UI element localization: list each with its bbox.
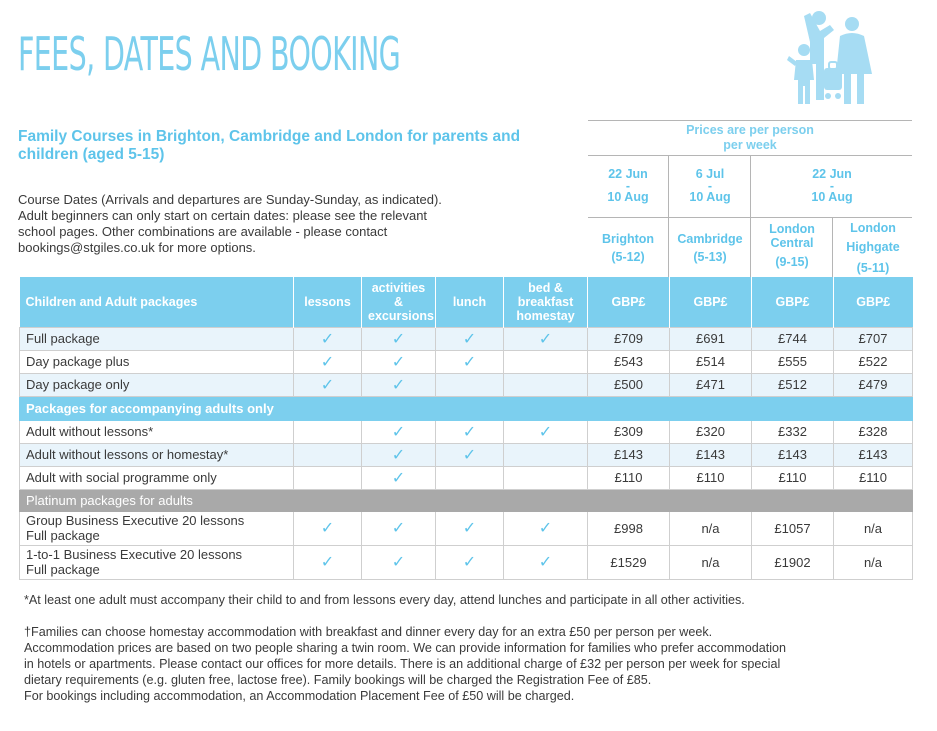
inclusion-cell: [504, 511, 588, 545]
empty-cell: [752, 489, 834, 511]
empty-cell: [362, 396, 436, 420]
prices-per-person-label: [640, 123, 860, 153]
price-cell: £143: [670, 443, 752, 466]
price-cell: £110: [834, 466, 913, 489]
price-cell: £328: [834, 420, 913, 443]
inclusion-cell: [436, 350, 504, 373]
empty-cell: [670, 489, 752, 511]
inclusion-cell: [294, 511, 362, 545]
empty-cell: [588, 489, 670, 511]
section-row: [20, 396, 913, 420]
col-header-homestay: bed & breakfast homestay: [504, 277, 588, 327]
inclusion-cell: [436, 327, 504, 350]
inclusion-cell: [362, 327, 436, 350]
intro-line: bookings@stgiles.co.uk for more options.: [18, 240, 256, 255]
checkmark-icon: ✓: [462, 446, 477, 464]
location-brighton: [588, 230, 668, 266]
col-header-lessons: lessons: [294, 277, 362, 327]
checkmark-icon: ✓: [320, 520, 335, 537]
empty-cell: [670, 396, 752, 420]
date-sep: -: [707, 179, 713, 193]
fees-table-body: [20, 327, 913, 579]
price-cell: £110: [670, 466, 752, 489]
checkmark-icon: ✓: [391, 353, 406, 371]
date-from: 22 Jun: [812, 167, 852, 181]
price-cell: £479: [834, 373, 913, 396]
col-header-price: GBP£: [834, 277, 913, 327]
fees-table: [19, 277, 913, 580]
dagger-note-line: For bookings including accommodation, an Accommodation Placement Fee of £50 will be charged.: [24, 689, 575, 703]
table-row: [20, 350, 913, 373]
table-header-row: [20, 277, 913, 327]
price-cell: £514: [670, 350, 752, 373]
inclusion-cell: [362, 545, 436, 579]
price-cell: n/a: [834, 511, 913, 545]
price-cell: £1902: [752, 545, 834, 579]
location-cambridge: [670, 230, 750, 266]
price-cell: £1057: [752, 511, 834, 545]
package-label-line: Full package: [26, 528, 100, 543]
inclusion-cell: [294, 545, 362, 579]
package-label: [20, 545, 294, 579]
empty-cell: [362, 489, 436, 511]
family-travel-icon: [786, 10, 910, 110]
checkmark-icon: ✓: [462, 554, 477, 571]
dagger-note-line: Accommodation prices are based on two people sharing a twin room. We can provide information for families who prefer accommodation: [24, 641, 787, 655]
price-cell: £143: [752, 443, 834, 466]
checkmark-icon: ✓: [391, 330, 406, 348]
date-sep: -: [625, 179, 631, 193]
inclusion-cell: [436, 511, 504, 545]
package-label: Adult without lessons*: [20, 420, 294, 443]
price-cell: £110: [588, 466, 670, 489]
inclusion-cell: [436, 545, 504, 579]
col-header-price: GBP£: [752, 277, 834, 327]
inclusion-cell: [362, 443, 436, 466]
date-from: 22 Jun: [608, 167, 648, 181]
dates-cambridge: [670, 167, 750, 205]
dates-brighton: [588, 167, 668, 205]
inclusion-cell: [504, 545, 588, 579]
course-dates-intro: [18, 192, 538, 256]
date-to: 10 Aug: [689, 190, 731, 204]
price-cell: £543: [588, 350, 670, 373]
checkmark-icon: ✓: [320, 554, 335, 571]
empty-cell: [834, 396, 913, 420]
table-row: [20, 327, 913, 350]
checkmark-icon: ✓: [462, 423, 477, 441]
inclusion-cell: [362, 373, 436, 396]
dagger-note-line: dietary requirements (e.g. gluten free, lactose free). Family bookings will be charged the Registration Fee of £85.: [24, 673, 652, 687]
table-row: [20, 545, 913, 579]
location-london-highgate: [838, 219, 908, 278]
table-row: [20, 373, 913, 396]
col-header-price: GBP£: [588, 277, 670, 327]
price-cell: n/a: [670, 511, 752, 545]
price-cell: £1529: [588, 545, 670, 579]
empty-cell: [752, 396, 834, 420]
platinum-row: [20, 489, 913, 511]
date-to: 10 Aug: [607, 190, 649, 204]
package-label-line: Group Business Executive 20 lessons: [26, 513, 245, 528]
checkmark-icon: ✓: [538, 520, 553, 537]
price-cell: n/a: [670, 545, 752, 579]
inclusion-cell: [294, 373, 362, 396]
col-header-price: GBP£: [670, 277, 752, 327]
checkmark-icon: ✓: [538, 330, 553, 348]
divider: [588, 217, 912, 218]
table-row: [20, 466, 913, 489]
location-name: London Central: [769, 222, 815, 250]
checkmark-icon: ✓: [320, 376, 335, 394]
empty-cell: [294, 396, 362, 420]
price-cell: £998: [588, 511, 670, 545]
price-cell: £143: [588, 443, 670, 466]
price-cell: £707: [834, 327, 913, 350]
checkmark-icon: ✓: [391, 469, 406, 487]
footnotes: [24, 592, 904, 704]
price-cell: £709: [588, 327, 670, 350]
dagger-note-line: †Families can choose homestay accommodation with breakfast and dinner every day for an extra £50 per person per week.: [24, 625, 713, 639]
price-cell: £555: [752, 350, 834, 373]
price-cell: £522: [834, 350, 913, 373]
location-name: London Highgate: [846, 221, 900, 254]
inclusion-cell: [294, 420, 362, 443]
intro-line: school pages. Other combinations are available - please contact: [18, 224, 388, 239]
checkmark-icon: ✓: [391, 446, 406, 464]
col-header-activities: activities & excursions: [362, 277, 436, 327]
inclusion-cell: [436, 443, 504, 466]
checkmark-icon: ✓: [391, 423, 406, 441]
inclusion-cell: [436, 420, 504, 443]
inclusion-cell: [362, 420, 436, 443]
inclusion-cell: [362, 511, 436, 545]
spacer: [24, 608, 904, 624]
price-cell: £332: [752, 420, 834, 443]
dates-london: [752, 167, 912, 205]
price-cell: £309: [588, 420, 670, 443]
empty-cell: [504, 396, 588, 420]
empty-cell: [436, 396, 504, 420]
intro-line: Course Dates (Arrivals and departures are Sunday-Sunday, as indicated).: [18, 192, 442, 207]
inclusion-cell: [294, 443, 362, 466]
price-cell: £320: [670, 420, 752, 443]
empty-cell: [588, 396, 670, 420]
inclusion-cell: [436, 466, 504, 489]
package-label: Day package only: [20, 373, 294, 396]
asterisk-note: *At least one adult must accompany their child to and from lessons every day, attend lunches and participate in all other activities.: [24, 593, 745, 607]
inclusion-cell: [504, 466, 588, 489]
inclusion-cell: [504, 373, 588, 396]
package-label: Adult without lessons or homestay*: [20, 443, 294, 466]
intro-line: Adult beginners can only start on certain dates: please see the relevant: [18, 208, 428, 223]
table-row: [20, 511, 913, 545]
location-ages: (5-11): [856, 261, 890, 275]
empty-cell: [436, 489, 504, 511]
inclusion-cell: [362, 350, 436, 373]
checkmark-icon: ✓: [538, 554, 553, 571]
empty-cell: [504, 489, 588, 511]
price-cell: £691: [670, 327, 752, 350]
checkmark-icon: ✓: [320, 353, 335, 371]
checkmark-icon: ✓: [320, 330, 335, 348]
price-cell: £500: [588, 373, 670, 396]
date-sep: -: [829, 179, 835, 193]
checkmark-icon: ✓: [391, 376, 406, 394]
date-from: 6 Jul: [695, 167, 725, 181]
checkmark-icon: ✓: [462, 520, 477, 537]
package-label: Day package plus: [20, 350, 294, 373]
divider: [588, 120, 912, 121]
location-london-central: [757, 222, 827, 271]
checkmark-icon: ✓: [462, 330, 477, 348]
inclusion-cell: [294, 466, 362, 489]
location-ages: (5-12): [611, 250, 645, 264]
checkmark-icon: ✓: [462, 353, 477, 371]
inclusion-cell: [504, 350, 588, 373]
price-cell: £110: [752, 466, 834, 489]
section-label: Packages for accompanying adults only: [20, 396, 294, 420]
price-cell: n/a: [834, 545, 913, 579]
checkmark-icon: ✓: [391, 554, 406, 571]
checkmark-icon: ✓: [538, 423, 553, 441]
price-cell: £143: [834, 443, 913, 466]
price-cell: £744: [752, 327, 834, 350]
section-label: Platinum packages for adults: [20, 489, 294, 511]
table-row: [20, 420, 913, 443]
date-to: 10 Aug: [811, 190, 853, 204]
location-name: Brighton: [601, 232, 655, 246]
package-label: [20, 511, 294, 545]
per-week-line: per week: [723, 138, 777, 152]
package-label-line: 1-to-1 Business Executive 20 lessons: [26, 547, 243, 562]
package-label: Full package: [20, 327, 294, 350]
checkmark-icon: ✓: [391, 520, 406, 537]
inclusion-cell: [504, 327, 588, 350]
page-title: FEES, DATES AND BOOKING: [18, 27, 401, 81]
divider: [832, 218, 833, 277]
inclusion-cell: [504, 443, 588, 466]
table-row: [20, 443, 913, 466]
inclusion-cell: [294, 350, 362, 373]
empty-cell: [294, 489, 362, 511]
col-header-packages: Children and Adult packages: [20, 277, 294, 327]
inclusion-cell: [504, 420, 588, 443]
dagger-note-line: in hotels or apartments. Please contact our offices for more details. There is an additional charge of £32 per person per week for special: [24, 657, 781, 671]
course-subtitle: Family Courses in Brighton, Cambridge and London for parents and children (aged 5-15): [18, 128, 521, 163]
empty-cell: [834, 489, 913, 511]
price-cell: £471: [670, 373, 752, 396]
location-name: Cambridge: [677, 232, 743, 246]
price-cell: £512: [752, 373, 834, 396]
inclusion-cell: [294, 327, 362, 350]
location-ages: (9-15): [775, 255, 809, 269]
inclusion-cell: [362, 466, 436, 489]
location-ages: (5-13): [693, 250, 727, 264]
inclusion-cell: [436, 373, 504, 396]
prices-label-line: Prices are per person: [686, 123, 814, 137]
col-header-lunch: lunch: [436, 277, 504, 327]
package-label: Adult with social programme only: [20, 466, 294, 489]
package-label-line: Full package: [26, 562, 100, 577]
